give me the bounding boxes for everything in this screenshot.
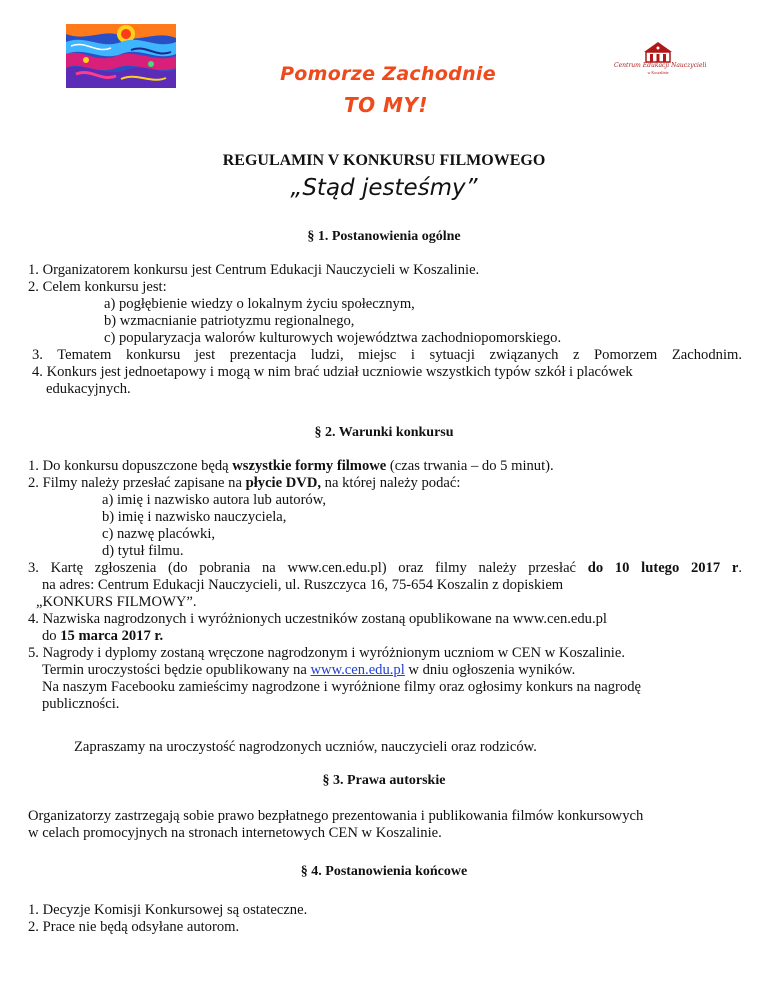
cen-building-logo-icon <box>614 40 702 64</box>
s2-line-5b: Termin uroczystości będzie opublikowany na www.cen.edu.pl w dniu ogłoszenia wyników. <box>42 662 576 678</box>
section-3-heading: § 3. Prawa autorskie <box>322 773 446 788</box>
s3-line-2: w celach promocyjnych na stronach internetowych CEN w Koszalinie. <box>28 825 442 841</box>
s1-line-2: 2. Celem konkursu jest: <box>28 279 167 295</box>
s3-line-1: Organizatorzy zastrzegają sobie prawo bezpłatnego prezentowania i publikowania filmów konkursowych <box>28 808 644 824</box>
s1-line-1: 1. Organizatorem konkursu jest Centrum Edukacji Nauczycieli w Koszalinie. <box>28 262 480 278</box>
s2-line-5d: publiczności. <box>42 696 120 712</box>
s2-line-2c: c) nazwę placówki, <box>102 526 216 542</box>
s2-line-2b: b) imię i nazwisko nauczyciela, <box>102 509 287 525</box>
s2-line-4b: do 15 marca 2017 r. <box>42 628 164 644</box>
section-1-heading: § 1. Postanowienia ogólne <box>307 229 461 244</box>
invitation-text: Zapraszamy na uroczystość nagrodzonych uczniów, nauczycieli oraz rodziców. <box>74 739 537 755</box>
s2-line-5: 5. Nagrody i dyplomy zostaną wręczone nagrodzonym i wyróżnionym uczniom w CEN w Koszalinie. <box>28 645 625 661</box>
s2-line-4: 4. Nazwiska nagrodzonych i wyróżnionych uczestników zostaną opublikowane na www.cen.edu.pl <box>28 611 607 627</box>
s1-line-4b: edukacyjnych. <box>46 381 131 397</box>
s1-line-2a: a) pogłębienie wiedzy o lokalnym życiu społecznym, <box>104 296 415 312</box>
s1-line-2b: b) wzmacnianie patriotyzmu regionalnego, <box>104 313 355 329</box>
s2-line-2a: a) imię i nazwisko autora lub autorów, <box>102 492 326 508</box>
s2-line-2: 2. Filmy należy przesłać zapisane na płycie DVD, na której należy podać: <box>28 475 461 491</box>
section-4-heading: § 4. Postanowienia końcowe <box>300 864 468 879</box>
s1-line-3: 3. Tematem konkursu jest prezentacja ludzi, miejsc i sytuacji związanych z Pomorzem Zachodnim. <box>32 347 742 363</box>
s4-line-1: 1. Decyzje Komisji Konkursowej są ostateczne. <box>28 902 308 918</box>
s2-line-3: 3. Kartę zgłoszenia (do pobrania na www.cen.edu.pl) oraz filmy należy przesłać do 10 lutego 2017 r. <box>28 560 742 576</box>
s2-line-3b: na adres: Centrum Edukacji Nauczycieli, ul. Ruszczyca 16, 75-654 Koszalin z dopiskiem <box>42 577 564 593</box>
s1-line-4: 4. Konkurs jest jednoetapowy i mogą w nim brać udział uczniowie wszystkich typów szkół i placówek <box>32 364 633 380</box>
cen-logo-text: Centrum Edukacji Nauczycieli <box>614 62 707 69</box>
s2-line-2d: d) tytuł filmu. <box>102 543 184 559</box>
section-2-heading: § 2. Warunki konkursu <box>314 425 454 440</box>
s2-line-1: 1. Do konkursu dopuszczone będą wszystkie formy filmowe (czas trwania – do 5 minut). <box>28 458 554 474</box>
cen-logo-subtext: w Koszalinie <box>647 70 669 75</box>
page-title: REGULAMIN V KONKURSU FILMOWEGO <box>222 152 546 169</box>
cen-website-link[interactable]: www.cen.edu.pl <box>310 662 405 678</box>
s1-line-2c: c) popularyzacja walorów kulturowych województwa zachodniopomorskiego. <box>104 330 562 346</box>
s2-line-5c: Na naszym Facebooku zamieścimy nagrodzone i wyróżnione filmy oraz ogłosimy konkurs na nagrodę <box>42 679 641 695</box>
motto-line-1: Pomorze Zachodnie <box>280 63 496 85</box>
motto-line-2: TO MY! <box>343 93 429 117</box>
s2-line-3c: „KONKURS FILMOWY”. <box>36 594 197 610</box>
s4-line-2: 2. Prace nie będą odsyłane autorom. <box>28 919 240 935</box>
page-subtitle: „Stąd jesteśmy” <box>290 175 478 201</box>
